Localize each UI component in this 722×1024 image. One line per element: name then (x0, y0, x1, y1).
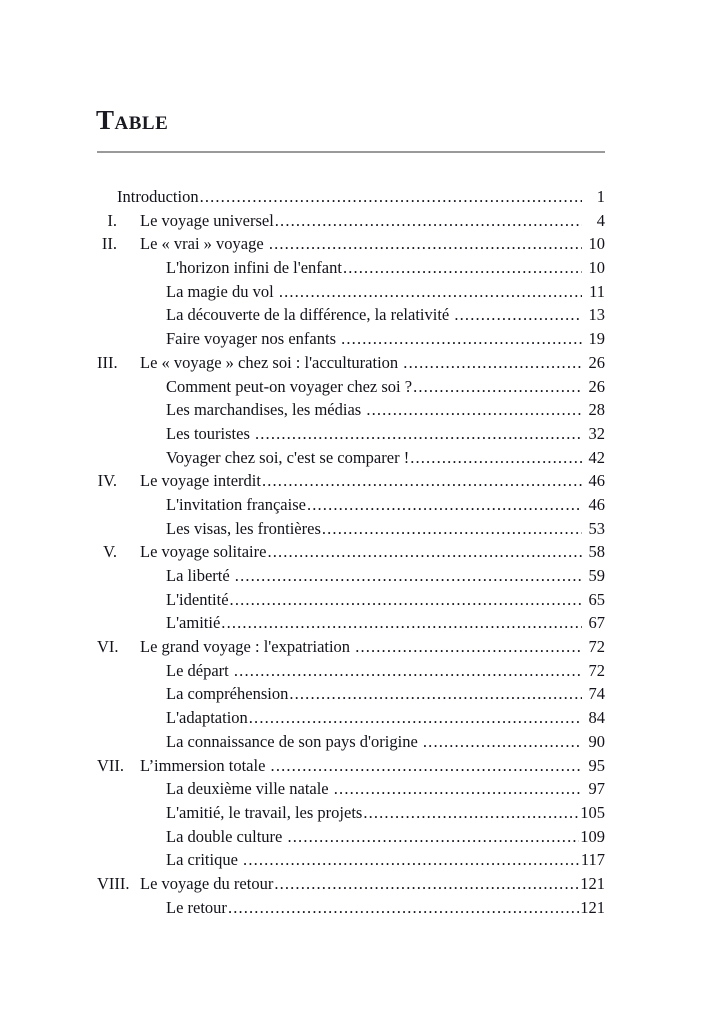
toc-entry[interactable] (97, 232, 605, 256)
toc-entry-label: Le voyage universel (140, 210, 274, 230)
toc-entry-page-number: 46 (588, 494, 605, 514)
toc-entry-label: Le « vrai » voyage (140, 234, 268, 254)
toc-entry-page-number: 58 (588, 542, 605, 562)
toc-entry[interactable] (97, 564, 605, 588)
toc-entry-number: II. (101, 234, 117, 254)
toc-dot-leader (274, 872, 579, 896)
toc-entry-number: VIII. (97, 873, 130, 893)
toc-entry[interactable] (97, 540, 605, 564)
toc-entry-number: I. (107, 210, 117, 230)
toc-dot-leader (322, 517, 582, 541)
toc-entry-page-number: 10 (588, 258, 605, 278)
toc-entry-label: Les touristes (166, 423, 254, 443)
toc-entry-label: La critique (166, 850, 243, 870)
toc-entry-page-number: 32 (588, 423, 605, 443)
toc-entry[interactable] (97, 611, 605, 635)
toc-entry-page-number: 42 (588, 447, 605, 467)
toc-entry-label: La deuxième ville natale (166, 779, 333, 799)
toc-entry-label: Faire voyager nos enfants (166, 329, 341, 349)
toc-dot-leader (267, 540, 582, 564)
toc-dot-leader (288, 825, 580, 849)
toc-entry-label: La découverte de la différence, la relativité (166, 305, 454, 325)
toc-entry[interactable] (97, 896, 605, 920)
title-divider (97, 151, 605, 153)
toc-entry[interactable] (97, 493, 605, 517)
toc-entry-page-number: 13 (588, 305, 605, 325)
toc-dot-leader (221, 611, 582, 635)
toc-entry-page-number: 46 (588, 471, 605, 491)
toc-dot-leader (410, 446, 582, 470)
toc-dot-leader (230, 588, 582, 612)
toc-entry-label: Les marchandises, les médias (166, 400, 366, 420)
toc-entry[interactable] (97, 659, 605, 683)
toc-dot-leader (234, 659, 582, 683)
toc-dot-leader (243, 848, 580, 872)
toc-entry[interactable] (97, 754, 605, 778)
toc-entry-number: V. (103, 542, 117, 562)
toc-entry-label: L'amitié, le travail, les projets (166, 802, 363, 822)
toc-entry[interactable] (97, 398, 605, 422)
toc-entry-page-number: 121 (580, 873, 605, 893)
toc-entry-label: Les visas, les frontières (166, 518, 321, 538)
toc-entry-label: La magie du vol (166, 281, 278, 301)
toc-entry-page-number: 117 (580, 850, 605, 870)
toc-entry-label: Le retour (166, 897, 227, 917)
toc-entry[interactable] (97, 872, 605, 896)
toc-entry-label: Le voyage solitaire (140, 542, 267, 562)
toc-entry-label: L’immersion totale (140, 755, 270, 775)
toc-entry-page-number: 10 (588, 234, 605, 254)
toc-dot-leader (341, 327, 582, 351)
table-of-contents (97, 185, 605, 919)
toc-entry-label: Introduction (117, 187, 199, 206)
toc-entry-label: L'invitation française (166, 494, 306, 514)
toc-entry-page-number: 26 (588, 376, 605, 396)
toc-entry-number: VI. (97, 637, 119, 657)
toc-entry-label: L'adaptation (166, 708, 248, 728)
toc-entry[interactable] (97, 801, 605, 825)
toc-entry-page-number: 4 (596, 210, 605, 230)
toc-entry-page-number: 1 (596, 187, 605, 206)
toc-dot-leader (343, 256, 582, 280)
toc-entry[interactable] (97, 185, 605, 209)
toc-dot-leader (275, 209, 582, 233)
toc-entry[interactable] (97, 280, 605, 304)
toc-dot-leader (289, 682, 582, 706)
toc-dot-leader (366, 398, 582, 422)
toc-entry-label: Le grand voyage : l'expatriation (140, 637, 355, 657)
toc-entry[interactable] (97, 706, 605, 730)
toc-entry-page-number: 84 (588, 708, 605, 728)
toc-entry-label: L'identité (166, 589, 229, 609)
toc-entry[interactable] (97, 422, 605, 446)
toc-dot-leader (228, 896, 579, 920)
toc-entry-label: Le voyage interdit (140, 471, 261, 491)
toc-dot-leader (307, 493, 582, 517)
toc-entry-label: La connaissance de son pays d'origine (166, 731, 422, 751)
toc-entry-page-number: 26 (588, 352, 605, 372)
toc-entry-page-number: 74 (588, 684, 605, 704)
toc-entry-page-number: 109 (580, 826, 605, 846)
toc-entry[interactable] (97, 446, 605, 470)
toc-dot-leader (454, 303, 582, 327)
toc-entry-page-number: 97 (588, 779, 605, 799)
toc-dot-leader (355, 635, 582, 659)
toc-dot-leader (271, 754, 582, 778)
toc-entry-page-number: 19 (588, 329, 605, 349)
toc-entry-page-number: 28 (588, 400, 605, 420)
toc-entry-number: III. (97, 352, 118, 372)
toc-entry-label: Le départ (166, 660, 233, 680)
toc-entry[interactable] (97, 825, 605, 849)
toc-entry-label: Le « voyage » chez soi : l'acculturation (140, 352, 403, 372)
toc-entry[interactable] (97, 303, 605, 327)
toc-dot-leader (249, 706, 582, 730)
toc-entry[interactable] (97, 327, 605, 351)
toc-entry-page-number: 59 (588, 566, 605, 585)
toc-entry-number: IV. (97, 471, 117, 491)
toc-dot-leader (235, 564, 582, 588)
toc-entry[interactable] (97, 517, 605, 541)
toc-entry-label: La liberté (166, 566, 234, 585)
toc-entry[interactable] (97, 351, 605, 375)
toc-entry-label: Comment peut-on voyager chez soi ? (166, 376, 413, 396)
toc-dot-leader (363, 801, 579, 825)
toc-entry[interactable] (97, 375, 605, 399)
toc-entry-page-number: 72 (588, 637, 605, 657)
toc-dot-leader (269, 232, 582, 256)
toc-entry-page-number: 11 (589, 281, 605, 301)
toc-entry-page-number: 67 (588, 613, 605, 633)
toc-entry-label: La double culture (166, 826, 287, 846)
toc-entry-page-number: 72 (588, 660, 605, 680)
toc-dot-leader (423, 730, 582, 754)
toc-entry[interactable] (97, 256, 605, 280)
toc-entry-label: La compréhension (166, 684, 289, 704)
toc-entry-label: L'horizon infini de l'enfant (166, 258, 342, 278)
toc-entry[interactable] (97, 777, 605, 801)
toc-entry-page-number: 65 (588, 589, 605, 609)
toc-dot-leader (200, 185, 582, 209)
toc-dot-leader (262, 469, 582, 493)
toc-entry[interactable] (97, 635, 605, 659)
toc-dot-leader (413, 375, 582, 399)
toc-entry-page-number: 53 (588, 518, 605, 538)
toc-entry[interactable] (97, 730, 605, 754)
page-title: Table (96, 105, 169, 135)
toc-dot-leader (255, 422, 582, 446)
toc-entry-number: VII. (97, 755, 125, 775)
toc-entry-page-number: 121 (580, 897, 605, 917)
toc-dot-leader (334, 777, 582, 801)
toc-entry[interactable] (97, 682, 605, 706)
toc-entry[interactable] (97, 588, 605, 612)
toc-dot-leader (403, 351, 582, 375)
toc-dot-leader (279, 280, 582, 304)
toc-entry-page-number: 105 (580, 802, 605, 822)
toc-entry-label: Voyager chez soi, c'est se comparer ! (166, 447, 410, 467)
toc-entry[interactable] (97, 848, 605, 872)
toc-entry[interactable] (97, 209, 605, 233)
toc-entry-label: L'amitié (166, 613, 221, 633)
toc-entry-label: Le voyage du retour (140, 873, 274, 893)
toc-entry-page-number: 95 (588, 755, 605, 775)
toc-entry-page-number: 90 (588, 731, 605, 751)
toc-entry[interactable] (97, 469, 605, 493)
